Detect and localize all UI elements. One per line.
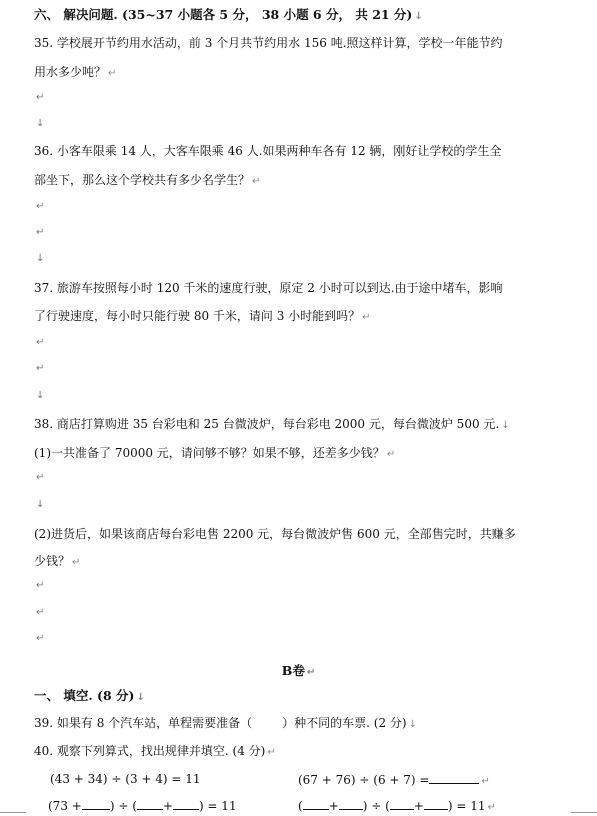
return-mark: ↵ — [36, 580, 45, 591]
part-b-section1-title — [34, 688, 145, 706]
return-mark: ↵ — [36, 92, 45, 103]
q40-eq3-blank-1[interactable] — [82, 797, 110, 810]
q38-sub2-line1: (2)进货后，如果该商店每台彩电售 2200 元，每台微波炉售 600 元，全部售完时，共赚多 — [34, 527, 516, 541]
section-6-title — [34, 7, 423, 25]
down-arrow-mark: ↓ — [36, 118, 45, 129]
q36-line2 — [34, 172, 260, 190]
q40-equation-2-text: (67 + 76) ÷ (6 + 7) = — [298, 773, 430, 787]
q38-line1 — [34, 416, 510, 434]
q40-equation-2 — [298, 771, 490, 790]
q38-sub1-text: (1)一共准备了 70000 元，请问够不够？如果不够，还差多少钱？ — [34, 446, 385, 460]
q40-eq4-part-c: ) ÷ ( — [362, 799, 390, 813]
q35-line2 — [34, 64, 116, 82]
q40-eq3-part-d: ) = 11 — [198, 799, 237, 813]
q40-eq3-blank-2[interactable] — [137, 797, 163, 810]
page-corner-mark-left — [0, 812, 26, 813]
q40-eq3-part-b: ) ÷ ( — [109, 799, 137, 813]
return-mark: ↵ — [306, 667, 316, 678]
q38-sub2-line2 — [34, 553, 80, 571]
q38-sub2-line2-text: 少钱？ — [34, 554, 71, 568]
return-mark: ↵ — [36, 633, 45, 644]
return-mark: ↵ — [36, 337, 45, 348]
down-arrow-mark: ↓ — [36, 390, 45, 401]
return-mark: ↵ — [362, 312, 371, 323]
return-mark: ↵ — [36, 363, 45, 374]
q36-line1: 36. 小客车限乘 14 人，大客车限乘 46 人.如果两种车各有 12 辆，刚好让学校的学生全 — [34, 144, 502, 158]
q37-line1: 37. 旅游车按照每小时 120 千米的速度行驶，原定 2 小时可以到达.由于途中堵车，影响 — [34, 281, 503, 295]
down-arrow-mark: ↓ — [408, 719, 418, 730]
page-corner-mark-right — [571, 812, 597, 813]
q40-equation-4 — [298, 797, 496, 816]
q40-equation-2-blank[interactable] — [429, 771, 479, 784]
q40-eq4-blank-1[interactable] — [303, 797, 329, 810]
q38-line1-text: 38. 商店打算购进 35 台彩电和 25 台微波炉，每台彩电 2000 元，每台微波炉 500 元. — [34, 417, 500, 431]
q40-equation-1: (43 + 34) ÷ (3 + 4) = 11 — [50, 772, 201, 786]
part-b-title-text: B卷 — [281, 663, 305, 678]
q39 — [34, 715, 417, 733]
q40-eq4-blank-3[interactable] — [390, 797, 414, 810]
q40-eq4-part-e: ) = 11 — [447, 799, 486, 813]
q40-eq3-part-a: (73 + — [48, 799, 82, 813]
down-arrow-mark: ↓ — [501, 420, 510, 431]
q36-line2-text: 部坐下，那么这个学校共有多少名学生？ — [34, 173, 251, 187]
q40-eq4-blank-2[interactable] — [339, 797, 363, 810]
q40-eq4-part-a: ( — [298, 799, 303, 813]
return-mark: ↵ — [481, 776, 490, 787]
q40-text — [34, 743, 276, 761]
return-mark: ↵ — [108, 68, 117, 79]
return-mark: ↵ — [36, 227, 45, 238]
return-mark: ↵ — [386, 449, 396, 460]
down-arrow-mark: ↓ — [36, 253, 45, 264]
q40-eq4-part-b: + — [328, 799, 339, 813]
q39-after: ）种不同的车票. (2 分) — [282, 716, 407, 730]
section-6-title-text: 六、 解决问题. (35~37 小题各 5 分， 38 小题 6 分， 共 21 分) — [34, 7, 413, 22]
return-mark: ↵ — [36, 201, 45, 212]
part-b-section1-title-text: 一、 填空. (8 分) — [34, 688, 135, 703]
return-mark: ↵ — [252, 176, 261, 187]
return-mark: ↵ — [487, 802, 496, 813]
down-arrow-mark: ↓ — [36, 499, 45, 510]
return-mark: ↵ — [36, 472, 45, 483]
q40-eq3-blank-3[interactable] — [173, 797, 199, 810]
q35-line1: 35. 学校展开节约用水活动，前 3 个月共节约用水 156 吨.照这样计算，学校一年能节约 — [34, 36, 503, 50]
q39-before: 39. 如果有 8 个汽车站，单程需要准备（ — [34, 716, 253, 730]
return-mark: ↵ — [36, 607, 45, 618]
q35-line2-text: 用水多少吨？ — [34, 65, 107, 79]
q37-line2-text: 了行驶速度，每小时只能行驶 80 千米，请问 3 小时能到吗？ — [34, 309, 361, 323]
q40-eq4-part-d: + — [413, 799, 424, 813]
q40-eq3-part-c: + — [162, 799, 173, 813]
return-mark: ↵ — [72, 557, 81, 568]
q37-line2 — [34, 308, 371, 326]
down-arrow-mark: ↓ — [136, 692, 145, 703]
q40-text-content: 40. 观察下列算式，找出规律并填空. (4 分) — [34, 744, 266, 758]
q40-eq4-blank-4[interactable] — [424, 797, 448, 810]
q40-equation-3 — [48, 797, 237, 814]
part-b-title — [0, 661, 597, 679]
return-mark: ↵ — [267, 747, 276, 758]
q38-sub1 — [34, 445, 395, 463]
down-arrow-mark: ↓ — [414, 11, 423, 22]
